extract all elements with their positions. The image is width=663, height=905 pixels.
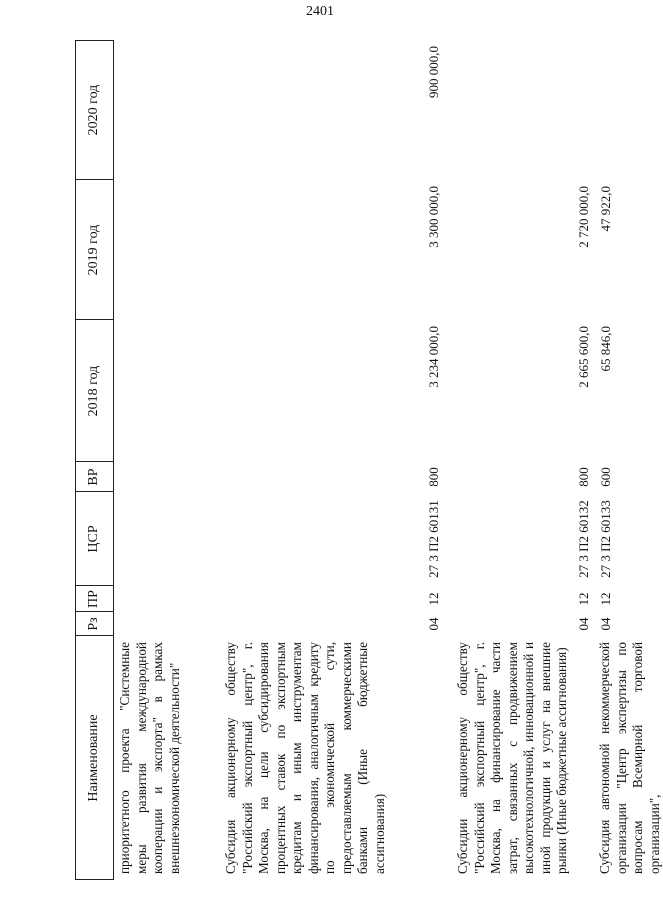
row-name: Субсидия акционерному обществу "Российский экспортный центр", г. Москва, на цели субсидирования процентных ставок по экспортным кредитам и иным инструментам финансирования, аналогичным кредиту по экономической сути, предоставляемым коммерческими банками (Иные бюджетные ассигнования) (223, 642, 387, 874)
row-rz: 04 (598, 617, 613, 631)
row-2018: 65 846,0 (598, 326, 613, 372)
row-2018: 2 665 600,0 (576, 326, 591, 388)
row-csr: 27 3 П2 60131 (426, 500, 441, 578)
row-name: Субсидии акционерному обществу "Российский экспортный центр", г. Москва, на финансирование части затрат, связанных с продвижением высокотехнологичной, инновационной и иной продукции и услуг на внешние рынки (Иные бюджетные ассигнования) (455, 642, 569, 874)
header-2018: 2018 год (86, 365, 101, 417)
header-2019: 2019 год (86, 224, 101, 276)
row-csr: 27 3 П2 60133 (598, 500, 613, 578)
row-name: приоритетного проекта "Системные меры развития международной кооперации и экспорта" в рамках внешнеэкономической деятельности" (117, 642, 182, 874)
header-pr: ПР (86, 590, 101, 608)
row-vr: 800 (576, 467, 591, 487)
budget-table (75, 40, 662, 880)
row-pr: 12 (598, 592, 613, 606)
row-2019: 47 922,0 (598, 186, 613, 232)
row-pr: 12 (576, 592, 591, 606)
page-number: 2401 (306, 4, 334, 19)
row-rz: 04 (426, 617, 441, 631)
row-2018: 3 234 000,0 (426, 326, 441, 388)
header-name: Наименование (86, 714, 101, 802)
row-2020: 900 000,0 (426, 46, 441, 98)
header-rz: Рз (86, 617, 101, 631)
header-2020: 2020 год (86, 84, 101, 136)
row-csr: 27 3 П2 60132 (576, 500, 591, 578)
row-2020 (597, 46, 615, 180)
row-name: Субсидия автономной некоммерческой организации "Центр экспертизы по вопросам Всемирной торговой организации", (597, 642, 662, 874)
row-2020 (575, 46, 593, 180)
header-vr: ВР (86, 468, 101, 486)
header-csr: ЦСР (86, 525, 101, 553)
row-vr: 600 (598, 467, 613, 487)
row-2019: 2 720 000,0 (576, 186, 591, 248)
row-pr: 12 (426, 592, 441, 606)
row-rz: 04 (576, 617, 591, 631)
row-vr: 800 (426, 467, 441, 487)
header-bottom-border (113, 40, 114, 880)
row-2019: 3 300 000,0 (426, 186, 441, 248)
